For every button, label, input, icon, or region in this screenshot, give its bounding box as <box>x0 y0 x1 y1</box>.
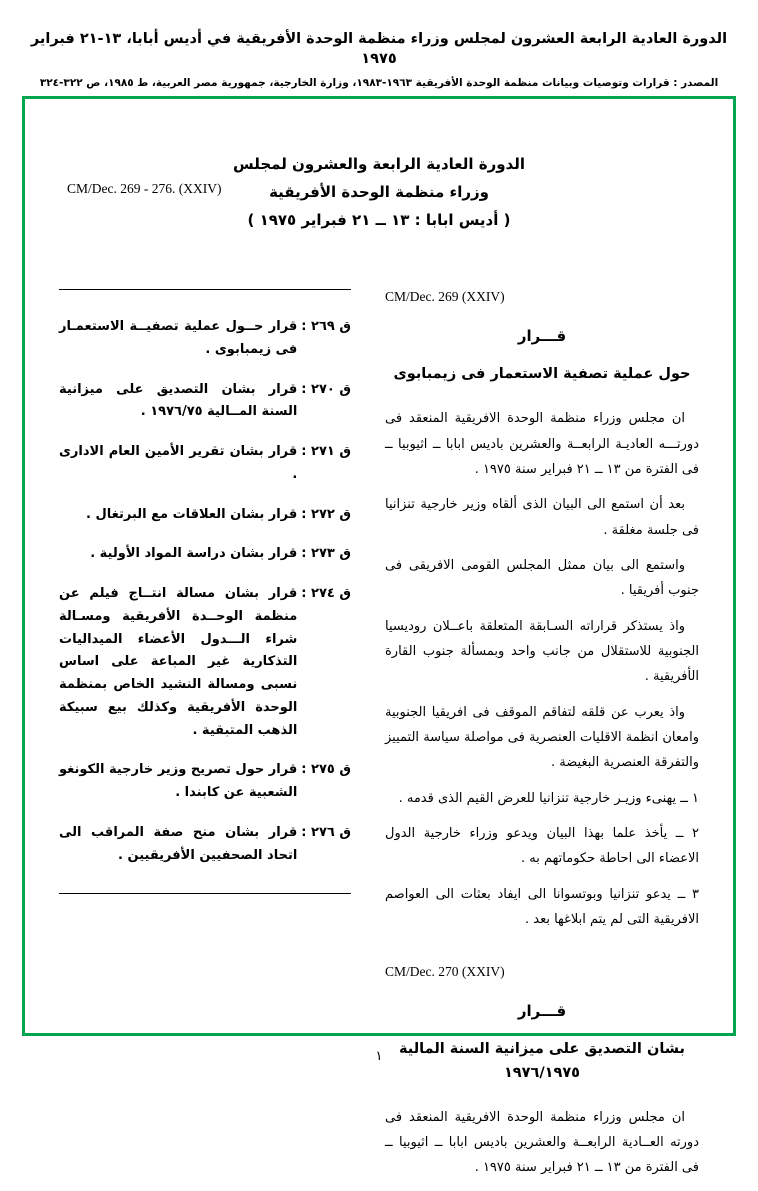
header-title: الدورة العادية الرابعة العشرون لمجلس وزراء منظمة الوحدة الأفريقية في أديس أبابا، ١٣-٢١ فبراير ١٩٧٥ <box>30 31 728 67</box>
qarar-heading-270: قـــرار <box>517 1002 567 1021</box>
index-item-label: ق ٢٧٠ : <box>301 381 351 397</box>
paragraph: ان مجلس وزراء منظمة الوحدة الافريقية المنعقد فى دورتـــه العاديـة الرابعــة والعشرين باديس ابابا ــ اثيوبيا ــ فى الفترة من ١٣ ــ ٢١ فبراير سنة ١٩٧٥ . <box>385 411 699 477</box>
index-item-text: قرار بشان العلاقات مع البرتغال . <box>86 506 298 522</box>
paragraph: بعد أن استمع الى البيان الذى ألقاه وزير خارجية تنزانيا فى جلسة مغلقة . <box>385 497 699 538</box>
index-item-text: قرار بشان دراسة المواد الأولية . <box>90 546 298 562</box>
index-item-label: ق ٢٧٢ : <box>301 506 351 522</box>
list-item <box>59 441 351 487</box>
list-item <box>59 504 351 527</box>
decision-id-270: CM/Dec. 270 (XXIV) <box>385 964 505 980</box>
index-item-text: قرار حول تصريح وزير خارجية الكونغو الشعبية عن كابندا . <box>59 762 298 800</box>
list-item <box>59 583 351 742</box>
list-item <box>59 759 351 805</box>
title-block <box>59 151 699 237</box>
index-item-text: قرار بشان تقرير الأمين العام الادارى . <box>59 444 298 482</box>
index-item-text: قرار بشان التصديق على ميزانية السنة المــالية ١٩٧٦/٧٥ . <box>59 381 298 420</box>
list-item <box>59 316 351 362</box>
title-line-3: ( أديس ابابا : ١٣ ــ ٢١ فبراير ١٩٧٥ ) <box>247 210 511 229</box>
frame-content <box>25 99 733 1176</box>
index-item-text: قرار حــول عملية تصفيــة الاستعمـار فى زيمبابوى . <box>59 319 298 357</box>
index-item-label: ق ٢٦٩ : <box>301 319 351 334</box>
index-list <box>59 316 351 867</box>
list-item <box>59 379 351 425</box>
decision-subject-270-line-2: السنة المالية ١٩٧٦/١٩٧٥ <box>399 1041 581 1081</box>
paragraph: واذ يستذكر قراراته السـابقة المتعلقة باعــلان روديسيا الجنوبية للاستقلال من جانب واحد وبمسألة جنوب القارة الأفريقية . <box>385 618 699 685</box>
paragraph: واستمع الى بيان ممثل المجلس القومى الافريقى فى جنوب أفريقيا . <box>385 557 699 599</box>
qarar-heading-269: قـــرار <box>517 327 567 345</box>
decision-subject-269: حول عملية تصفية الاستعمار فى زيمبابوى <box>393 366 691 382</box>
index-item-text: قرار بشان منح صفة المراقب الى اتحاد الصحفيين الأفريقيين . <box>59 824 298 863</box>
decision-id-269: CM/Dec. 269 (XXIV) <box>385 289 505 304</box>
document-header <box>0 0 758 91</box>
index-item-label: ق ٢٧٣ : <box>301 546 351 562</box>
green-frame-border <box>22 96 736 1176</box>
paragraph: ٣ ــ يدعو تنزانيا وبوتسوانا الى ايفاد بعثات الى العواصم الافريقية التى لم يتم ابلاغها بعد . <box>385 886 699 928</box>
title-line-1: الدورة العادية الرابعة والعشرون لمجلس <box>233 155 525 173</box>
decision-range-label: CM/Dec. 269 - 276. (XXIV) <box>67 181 222 196</box>
index-item-label: ق ٢٧١ : <box>301 444 351 459</box>
index-column <box>59 289 369 894</box>
header-source: المصدر : قرارات وتوصيات وبيانات منظمة الوحدة الأفريقية ١٩٦٣-١٩٨٣، وزارة الخارجية، جمهورية مصر العربية، ط ١٩٨٥، ص ٣٢٢-٣٢٤ <box>39 77 719 90</box>
paragraph: ١ ــ يهنىء وزيـر خارجية تنزانيا للعرض القيم الذى قدمه . <box>398 790 699 806</box>
index-item-text: قرار بشان مسالة انتــاج فيلم عن منظمة الوحــدة الأفريقية ومسـالة شراء الـــدول الأعضاء الميداليات التذكارية غير المباعة على اساس نسبى ومسالة النشيد الخاص بمنظمة الوحدة الأفريقية وكذلك بيع سبيكة الذهب المتبقية . <box>59 586 298 738</box>
index-item-label: ق ٢٧٥ : <box>301 762 351 778</box>
paragraph: ٢ ــ يأخذ علما بهذا البيان ويدعو وزراء خارجية الدول الاعضاء الى احاطة حكوماتهم به . <box>385 826 699 867</box>
index-top-rule <box>59 289 351 290</box>
page-number: ١ <box>375 1049 383 1064</box>
index-bottom-rule <box>59 893 351 894</box>
list-item <box>59 822 351 868</box>
paragraph: ان مجلس وزراء منظمة الوحدة الافريقية المنعقد فى دورته العــادية الرابعــة والعشرين باديس ابابا ــ اثيوبيا ــ فى الفترة من ١٣ ــ ٢١ فبراير سنة ١٩٧٥ . <box>385 1109 699 1176</box>
decision-subject-270-line-1: بشان التصديق على ميزانية <box>494 1041 685 1058</box>
list-item <box>59 543 351 566</box>
title-line-2: وزراء منظمة الوحدة الأفريقية <box>269 182 489 201</box>
paragraph: واذ يعرب عن قلقه لتفاقم الموقف فى افريقيا الجنوبية وامعان انظمة الاقليات العنصرية فى مواصلة سياسة التمييز والتفرقة العنصرية البغيضة . <box>385 704 699 771</box>
index-item-label: ق ٢٧٤ : <box>301 586 351 601</box>
index-item-label: ق ٢٧٦ : <box>301 824 351 840</box>
